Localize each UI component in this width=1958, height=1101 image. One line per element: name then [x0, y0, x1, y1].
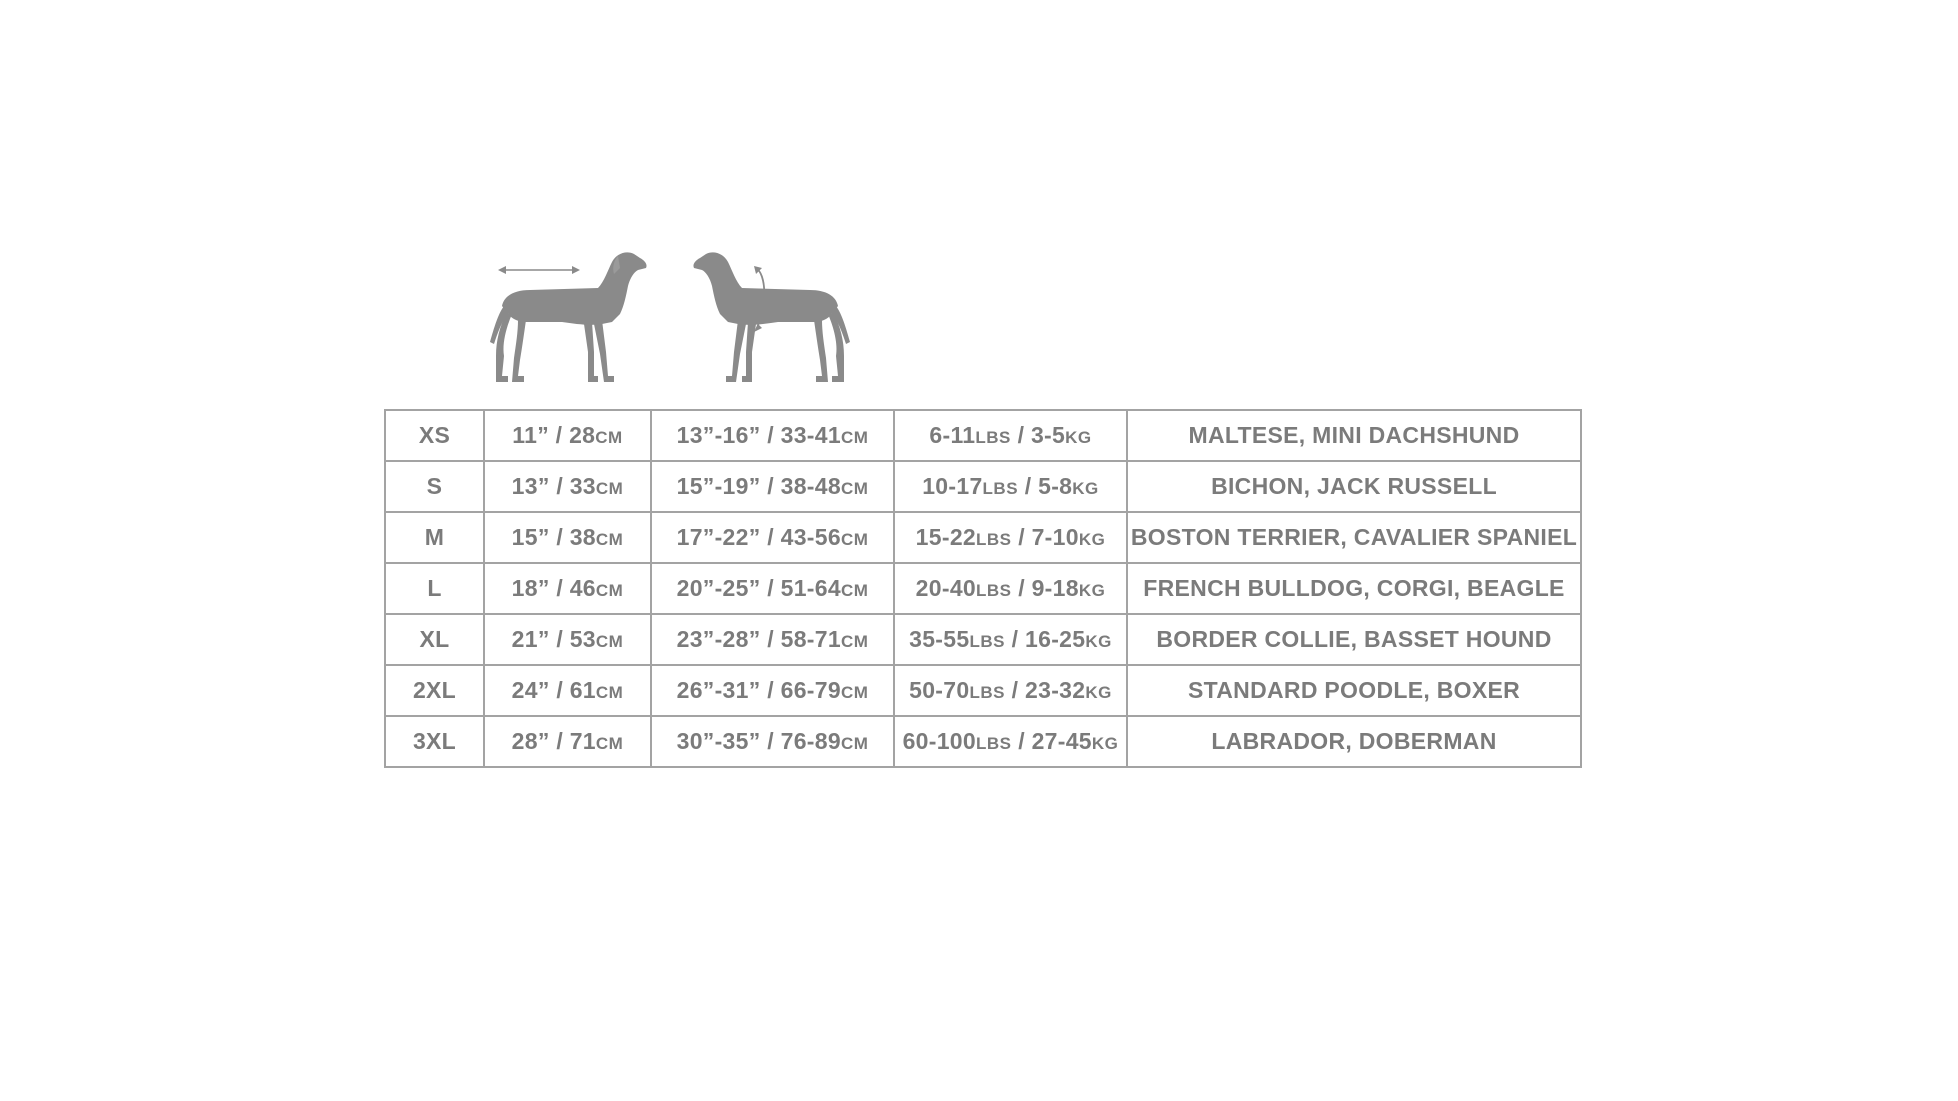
unit-label: LBS — [969, 683, 1005, 702]
table-row — [385, 410, 1581, 461]
neck-girth-value: 13”-16” / 33-41 — [676, 422, 841, 448]
weight-lbs-value: 60-100 — [902, 728, 976, 754]
neck-girth-value: 20”-25” / 51-64 — [676, 575, 841, 601]
unit-label: CM — [840, 530, 869, 549]
breeds-text: FRENCH BULLDOG, CORGI, BEAGLE — [1143, 575, 1565, 601]
size-chart-table — [384, 409, 1582, 768]
size-label: 2XL — [412, 677, 457, 703]
breeds-cell — [1127, 614, 1581, 665]
dog-girth-icon — [690, 248, 860, 386]
unit-label: KG — [1085, 683, 1112, 702]
neck-girth-value: 17”-22” / 43-56 — [676, 524, 841, 550]
back-length-value: 13” / 33 — [511, 473, 596, 499]
size-label: L — [427, 575, 442, 601]
back-length-value: 24” / 61 — [511, 677, 596, 703]
unit-label: CM — [840, 479, 869, 498]
neck-girth-value: 30”-35” / 76-89 — [676, 728, 841, 754]
back-length-value: 21” / 53 — [511, 626, 596, 652]
unit-label: KG — [1091, 734, 1119, 753]
weight-cell — [894, 614, 1127, 665]
weight-kg-value: / 27-45 — [1011, 728, 1092, 754]
weight-kg-value: / 9-18 — [1011, 575, 1079, 601]
unit-label: CM — [595, 734, 624, 753]
size-label: 3XL — [412, 728, 457, 754]
weight-lbs-value: 6-11 — [929, 422, 976, 448]
size-label: S — [426, 473, 443, 499]
neck-girth-value: 23”-28” / 58-71 — [676, 626, 841, 652]
size-label: XL — [419, 626, 450, 652]
breeds-text: LABRADOR, DOBERMAN — [1211, 728, 1497, 754]
neck-girth-cell — [651, 614, 894, 665]
table-row — [385, 563, 1581, 614]
unit-label: CM — [595, 683, 624, 702]
neck-girth-cell — [651, 512, 894, 563]
weight-kg-value: / 3-5 — [1010, 422, 1066, 448]
unit-label: CM — [840, 632, 869, 651]
weight-cell — [894, 410, 1127, 461]
breeds-text: BICHON, JACK RUSSELL — [1211, 473, 1497, 499]
neck-girth-cell — [651, 410, 894, 461]
size-cell — [385, 665, 484, 716]
breeds-cell — [1127, 716, 1581, 767]
unit-label: LBS — [969, 632, 1005, 651]
unit-label: LBS — [982, 479, 1019, 498]
weight-lbs-value: 35-55 — [909, 626, 970, 652]
unit-label: KG — [1072, 479, 1099, 498]
table-row — [385, 665, 1581, 716]
weight-kg-value: / 16-25 — [1004, 626, 1086, 652]
neck-girth-value: 15”-19” / 38-48 — [676, 473, 841, 499]
breeds-text: BOSTON TERRIER, CAVALIER SPANIEL — [1130, 524, 1578, 550]
back-length-cell — [484, 665, 651, 716]
unit-label: KG — [1085, 632, 1112, 651]
back-length-cell — [484, 716, 651, 767]
unit-label: LBS — [976, 530, 1012, 549]
neck-girth-value: 26”-31” / 66-79 — [676, 677, 841, 703]
weight-cell — [894, 716, 1127, 767]
back-length-value: 15” / 38 — [511, 524, 596, 550]
weight-kg-value: / 5-8 — [1018, 473, 1073, 499]
breeds-cell — [1127, 563, 1581, 614]
unit-label: CM — [840, 428, 869, 447]
back-length-value: 18” / 46 — [511, 575, 596, 601]
size-label: XS — [418, 422, 451, 448]
size-cell — [385, 614, 484, 665]
breeds-text: MALTESE, MINI DACHSHUND — [1188, 422, 1520, 448]
weight-lbs-value: 15-22 — [915, 524, 976, 550]
unit-label: LBS — [976, 734, 1012, 753]
breeds-text: BORDER COLLIE, BASSET HOUND — [1156, 626, 1552, 652]
back-length-cell — [484, 512, 651, 563]
size-cell — [385, 512, 484, 563]
weight-kg-value: / 7-10 — [1011, 524, 1079, 550]
neck-girth-cell — [651, 461, 894, 512]
size-cell — [385, 716, 484, 767]
unit-label: KG — [1065, 428, 1092, 447]
back-length-cell — [484, 614, 651, 665]
unit-label: KG — [1078, 530, 1106, 549]
weight-cell — [894, 461, 1127, 512]
unit-label: CM — [840, 683, 869, 702]
unit-label: CM — [595, 530, 624, 549]
size-cell — [385, 410, 484, 461]
unit-label: CM — [840, 581, 869, 600]
weight-lbs-value: 20-40 — [915, 575, 976, 601]
unit-label: LBS — [976, 581, 1012, 600]
measurement-illustrations — [480, 248, 870, 388]
weight-lbs-value: 10-17 — [922, 473, 983, 499]
breeds-cell — [1127, 410, 1581, 461]
neck-girth-cell — [651, 665, 894, 716]
weight-cell — [894, 665, 1127, 716]
weight-cell — [894, 512, 1127, 563]
unit-label: KG — [1078, 581, 1106, 600]
size-cell — [385, 461, 484, 512]
unit-label: CM — [840, 734, 869, 753]
weight-kg-value: / 23-32 — [1004, 677, 1086, 703]
table-row — [385, 716, 1581, 767]
table-row — [385, 461, 1581, 512]
breeds-cell — [1127, 665, 1581, 716]
unit-label: CM — [595, 581, 624, 600]
unit-label: LBS — [975, 428, 1011, 447]
size-label: M — [424, 524, 445, 550]
back-length-cell — [484, 563, 651, 614]
back-length-cell — [484, 410, 651, 461]
weight-cell — [894, 563, 1127, 614]
back-length-value: 11” / 28 — [512, 422, 596, 448]
unit-label: CM — [595, 428, 623, 447]
dog-length-icon — [480, 248, 650, 386]
table-row — [385, 614, 1581, 665]
back-length-value: 28” / 71 — [511, 728, 596, 754]
neck-girth-cell — [651, 563, 894, 614]
breeds-cell — [1127, 461, 1581, 512]
table-row — [385, 512, 1581, 563]
back-length-cell — [484, 461, 651, 512]
breeds-cell — [1127, 512, 1581, 563]
size-cell — [385, 563, 484, 614]
weight-lbs-value: 50-70 — [909, 677, 970, 703]
unit-label: CM — [595, 479, 624, 498]
breeds-text: STANDARD POODLE, BOXER — [1187, 677, 1521, 703]
unit-label: CM — [595, 632, 624, 651]
neck-girth-cell — [651, 716, 894, 767]
